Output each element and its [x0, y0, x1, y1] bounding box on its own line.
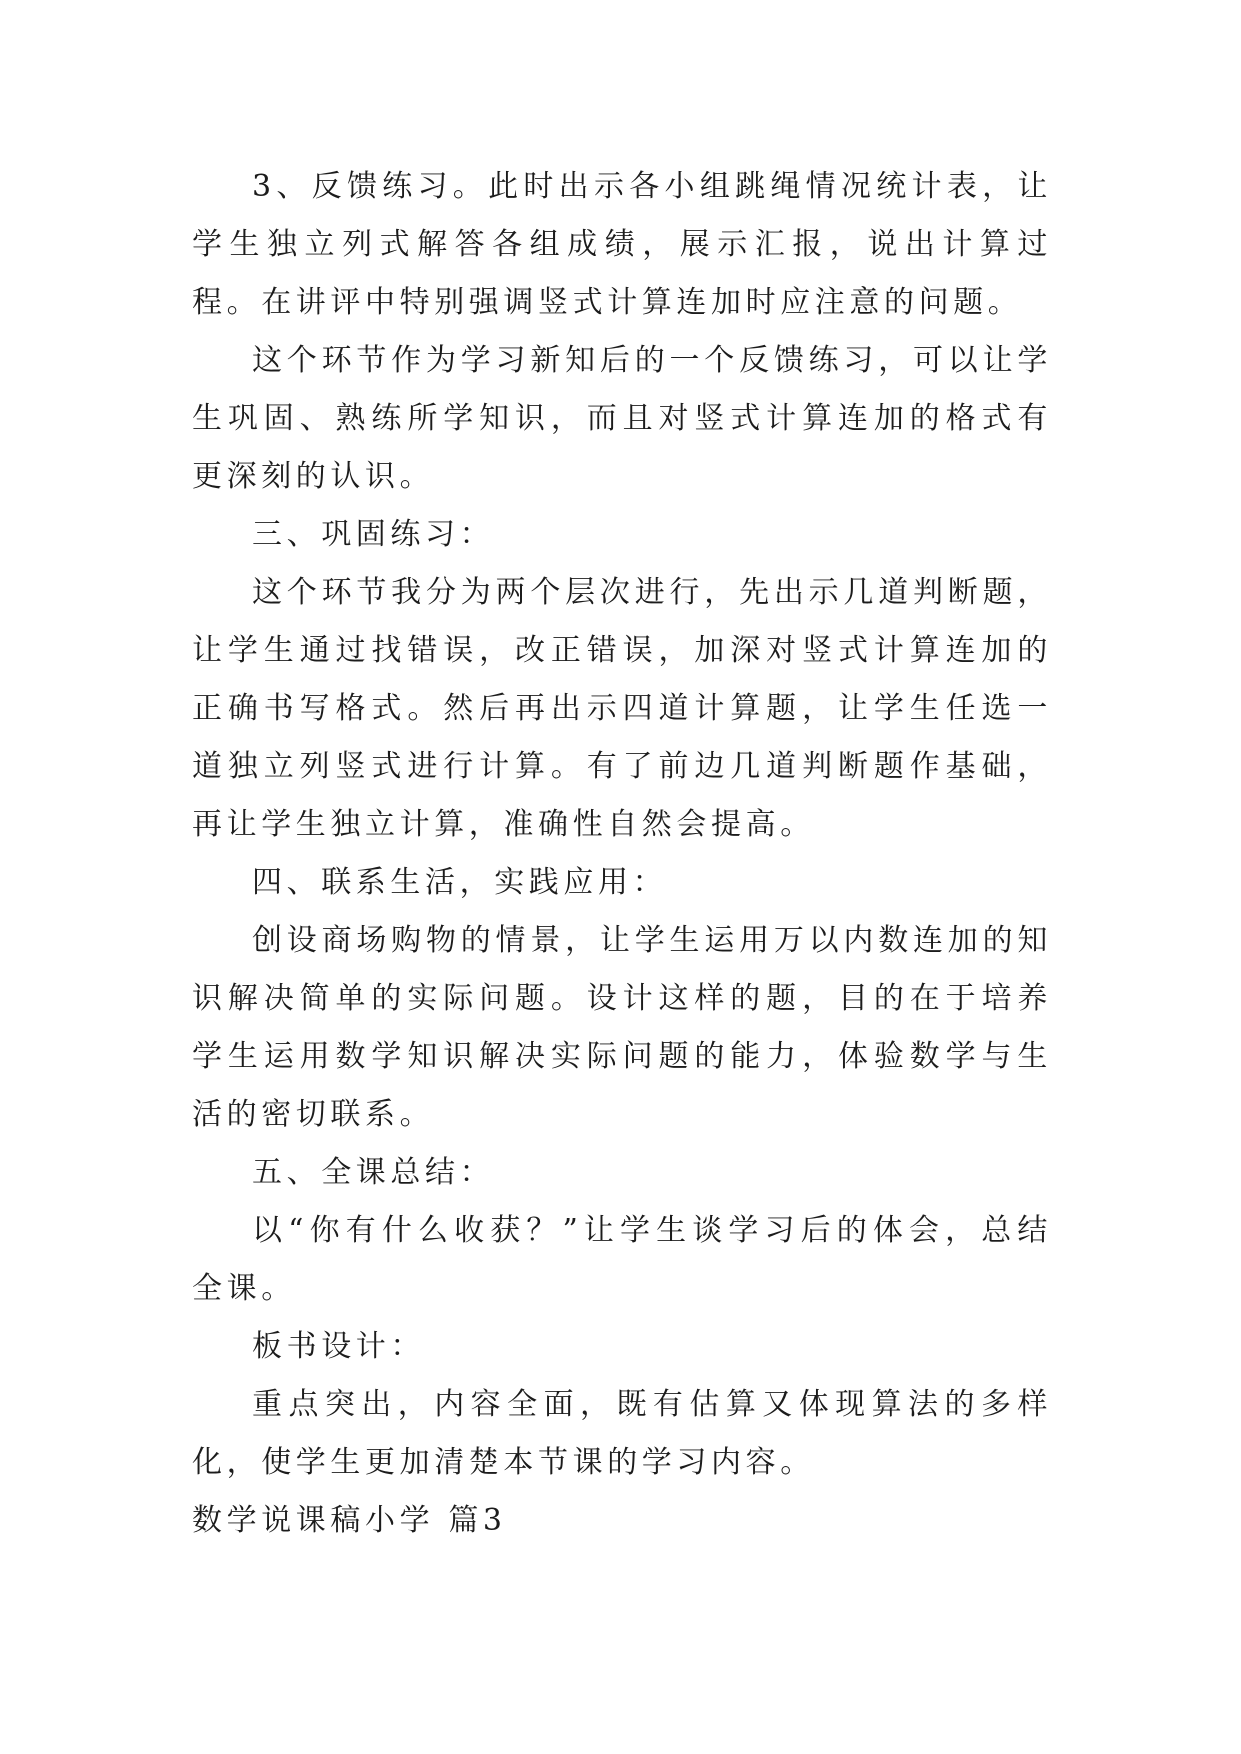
heading-board-design: 板书设计：	[252, 1329, 425, 1364]
section-title-part-3: 数学说课稿小学 篇3	[192, 1503, 507, 1538]
paragraph-consolidation-details: 这个环节我分为两个层次进行，先出示几道判断题，让学生通过找错误，改正错误，加深对竖式计算连加的正确书写格式。然后再出示四道计算题，让学生任选一道独立列竖式进行计算。有了前边几道判断题作基础，再让学生独立计算，准确性自然会提高。	[192, 575, 1052, 842]
paragraph-summary-question: 以“你有什么收获？”让学生谈学习后的体会，总结全课。	[192, 1213, 1052, 1306]
heading-consolidation-practice: 三、巩固练习：	[252, 517, 495, 552]
paragraph-feedback-practice: 3、反馈练习。此时出示各小组跳绳情况统计表，让学生独立列式解答各组成绩，展示汇报，说出计算过程。在讲评中特别强调竖式计算连加时应注意的问题。	[192, 169, 1052, 320]
heading-lesson-summary: 五、全课总结：	[252, 1155, 495, 1190]
paragraph-board-design-details: 重点突出，内容全面，既有估算又体现算法的多样化，使学生更加清楚本节课的学习内容。	[192, 1387, 1052, 1480]
paragraph-feedback-purpose: 这个环节作为学习新知后的一个反馈练习，可以让学生巩固、熟练所学知识，而且对竖式计算连加的格式有更深刻的认识。	[192, 343, 1052, 494]
heading-real-life-application: 四、联系生活，实践应用：	[252, 865, 668, 900]
document-body	[192, 158, 1052, 1550]
paragraph-shopping-scenario: 创设商场购物的情景，让学生运用万以内数连加的知识解决简单的实际问题。设计这样的题，目的在于培养学生运用数学知识解决实际问题的能力，体验数学与生活的密切联系。	[192, 923, 1052, 1132]
